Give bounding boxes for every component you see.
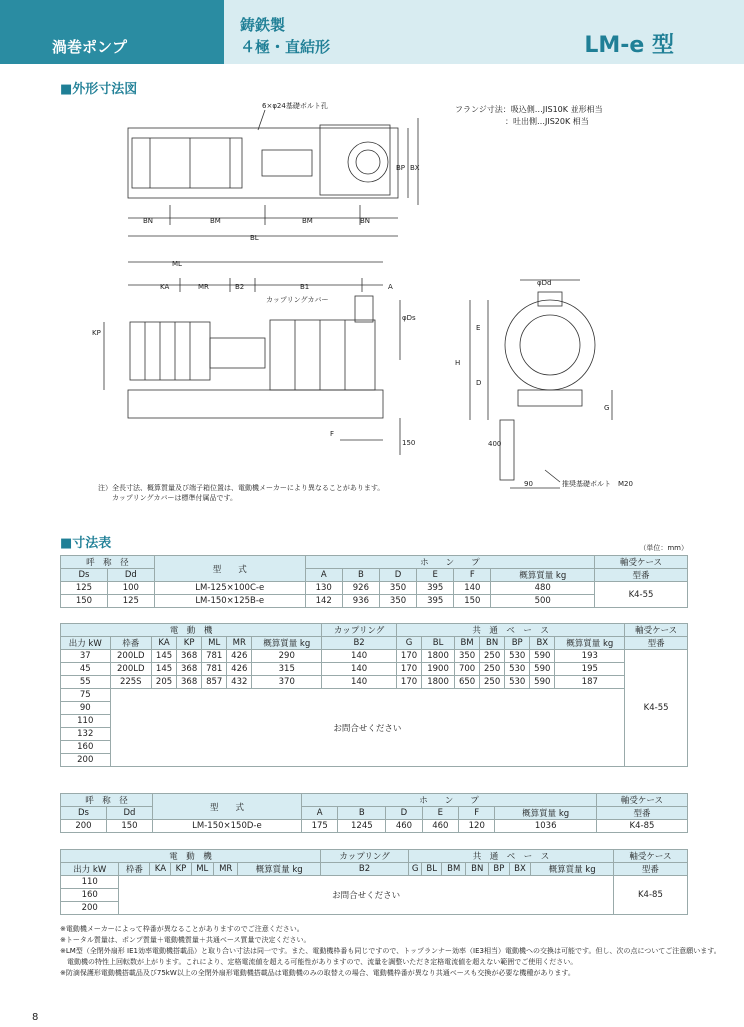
top-view-motor xyxy=(132,138,242,188)
table-row: 90 xyxy=(61,702,688,715)
th-bearing: 軸受ケース xyxy=(595,556,688,569)
table-row: 200 xyxy=(61,754,688,767)
bearing-value: K4-85 xyxy=(596,820,687,833)
dim-dd: φDd xyxy=(537,279,552,287)
dim-150: 150 xyxy=(402,439,416,447)
flange-note-1: フランジ寸法：吸込側…JIS10K 並形相当 xyxy=(455,105,603,114)
header-model: LM-e 型 xyxy=(584,33,674,58)
motor-table-1: 電 動 機 カップリング 共 通 ベ ー ス 軸受ケース 出力 kW 枠番 KA KP ML MR 概算質量 kg B2 G BL BM BN BP BX 概算質量 kg 型番 37 200LD 145 368 781 426 290 140 170 1800 350 250 530 590 193 K4-55 45 200LD 145 368 781 426 315 140 170 1900 700 250 530 590 195 55 225S 205 368 857 432 370 140 170 1800 650 250 530 590 187 75 お問合せください 90 110 132 160 200 xyxy=(60,623,688,767)
drawing-note-1: 注）全長寸法、概算質量及び端子箱位置は、電動機メーカーにより異なることがあります。 xyxy=(98,484,385,492)
table-row: 125 100 LM-125×100C-e 130 926 350 395 140 480 K4-55 xyxy=(61,582,688,595)
th-bearing: 軸受ケース xyxy=(625,624,688,637)
table-row: 110 xyxy=(61,715,688,728)
dim-90: 90 xyxy=(524,480,533,488)
page-number: 8 xyxy=(32,1012,39,1023)
dim-bx: BX xyxy=(410,164,420,172)
th-dd: Dd xyxy=(107,569,154,582)
th-base: 共 通 ベ ー ス xyxy=(397,624,625,637)
dim-ds: φDs xyxy=(402,314,416,322)
top-view-coupling xyxy=(262,150,312,176)
footnote-5: ※防滴保護形電動機搭載品及び75kW以上の全閉外扇形電動機搭載品は電動機のみの取替えの場合、電動機枠番が異なり共通ベースも交換が必要な機種があります。 xyxy=(60,969,575,977)
footnote-2: ※トータル質量は、ポンプ質量＋電動機質量＋共通ベース質量で決定ください。 xyxy=(60,936,311,944)
table-row: 110 お問合せください K4-85 xyxy=(61,876,688,889)
th-ds: Ds xyxy=(61,569,108,582)
th-b: B xyxy=(342,569,379,582)
bearing-value: K4-55 xyxy=(595,582,688,608)
footnotes xyxy=(60,924,721,979)
footnote-1: ※電動機メーカーによって枠番が異なることがありますのでご注意ください。 xyxy=(60,925,304,933)
dim-400: 400 xyxy=(488,440,502,448)
side-view-base xyxy=(128,390,383,418)
dim-b1: B1 xyxy=(300,283,310,291)
side-view-coupling xyxy=(210,338,265,368)
dim-f: F xyxy=(330,430,335,438)
dim-bm-1: BM xyxy=(210,217,221,225)
th-d: D xyxy=(379,569,416,582)
dim-b2: B2 xyxy=(235,283,245,291)
dim-bm-2: BM xyxy=(302,217,313,225)
table-row: 150 125 LM-150×125B-e 142 936 350 395 150 500 xyxy=(61,595,688,608)
dim-g: G xyxy=(604,404,610,412)
table-row: 132 xyxy=(61,728,688,741)
dim-bl: BL xyxy=(250,234,259,242)
table-row: 160 xyxy=(61,889,688,902)
dim-ml: ML xyxy=(172,260,182,268)
side-view-motor xyxy=(130,322,210,380)
th-type: 型 式 xyxy=(154,556,305,582)
dim-kp: KP xyxy=(92,329,101,337)
dim-bn-left: BN xyxy=(143,217,154,225)
th-pump: ホ ン プ xyxy=(305,556,594,569)
inquiry-text: お問合せください xyxy=(110,689,625,767)
top-view-base xyxy=(128,128,398,198)
footnote-4: 電動機の特性上回転数が上がります。これにより、定格電流値を超える可能性がありますので、流量を調整いただき定格電流値を超えない範囲でご使用ください。 xyxy=(60,958,578,966)
th-a: A xyxy=(305,569,342,582)
table-row: 45 200LD 145 368 781 426 315 140 170 1900 700 250 530 590 195 xyxy=(61,663,688,676)
header-pole: ４極・直結形 xyxy=(240,38,331,56)
dim-d: D xyxy=(476,379,482,387)
anchor-bolt-label: 推奨基礎ボルト M20 xyxy=(562,480,633,488)
dim-e: E xyxy=(476,324,481,332)
th-f: F xyxy=(454,569,491,582)
unit-label: （単位：mm） xyxy=(639,544,688,552)
end-view-casing xyxy=(505,300,595,390)
side-view-pump xyxy=(270,320,375,390)
pump-table-2: 呼 称 径 型 式 ホ ン プ 軸受ケース Ds Dd A B D E F 概算質量 kg 型番 200 150 LM-150×150D-e 175 1245 460 460 120 1036 K4-85 xyxy=(60,793,688,833)
section-outline-title: ■外形寸法図 xyxy=(60,82,138,97)
dim-bn-right: BN xyxy=(360,217,371,225)
th-nominal: 呼 称 径 xyxy=(61,556,155,569)
dim-a: A xyxy=(388,283,393,291)
drawing-note-2: カップリングカバーは標準付属品です。 xyxy=(112,494,237,502)
th-mass: 概算質量 kg xyxy=(491,569,595,582)
table-row: 75 お問合せください xyxy=(61,689,688,702)
dim-h: H xyxy=(455,359,461,367)
section-dims-title: ■寸法表 xyxy=(60,536,112,551)
bearing-value: K4-85 xyxy=(613,876,687,915)
bearing-value: K4-55 xyxy=(625,650,688,767)
th-bearing-no: 型番 xyxy=(595,569,688,582)
inquiry-text: お問合せください xyxy=(119,876,613,915)
pump-table-1 xyxy=(60,555,688,608)
table-row: 160 xyxy=(61,741,688,754)
footnote-3: ※LM型（全閉外扇形 IE1効率電動機搭載品）と取り合い寸法は同一です。また、電動機枠番も同じですので、トップランナー効率（IE3相当）電動機への交換は可能です。但し、次の点についてご注意願います。 xyxy=(60,947,721,955)
th-motor: 電 動 機 xyxy=(61,624,322,637)
table-row: 37 200LD 145 368 781 426 290 140 170 1800 350 250 530 590 193 K4-55 xyxy=(61,650,688,663)
th-coupling: カップリング xyxy=(322,624,397,637)
header-material: 鋳鉄製 xyxy=(240,16,286,34)
bolt-hole-note: 6×φ24基礎ボルト孔 xyxy=(262,102,328,110)
table-row: 200 150 LM-150×150D-e 175 1245 460 460 120 1036 K4-85 xyxy=(61,820,688,833)
table-row: 200 xyxy=(61,902,688,915)
coupling-cover-label: カップリングカバー xyxy=(266,296,329,304)
dim-bp: BP xyxy=(396,164,406,172)
header-category: 渦巻ポンプ xyxy=(52,38,128,56)
th-e: E xyxy=(417,569,454,582)
flange-note-2: ：吐出側…JIS20K 相当 xyxy=(505,117,589,126)
motor-table-2: 電 動 機 カップリング 共 通 ベ ー ス 軸受ケース 出力 kW 枠番 KA KP ML MR 概算質量 kg B2 G BL BM BN BP BX 概算質量 kg 型番 110 お問合せください K4-85 160 200 xyxy=(60,849,688,915)
table-row: 55 225S 205 368 857 432 370 140 170 1800 650 250 530 590 187 xyxy=(61,676,688,689)
dim-mr: MR xyxy=(198,283,209,291)
dim-ka: KA xyxy=(160,283,170,291)
drawing-notes xyxy=(98,483,384,503)
